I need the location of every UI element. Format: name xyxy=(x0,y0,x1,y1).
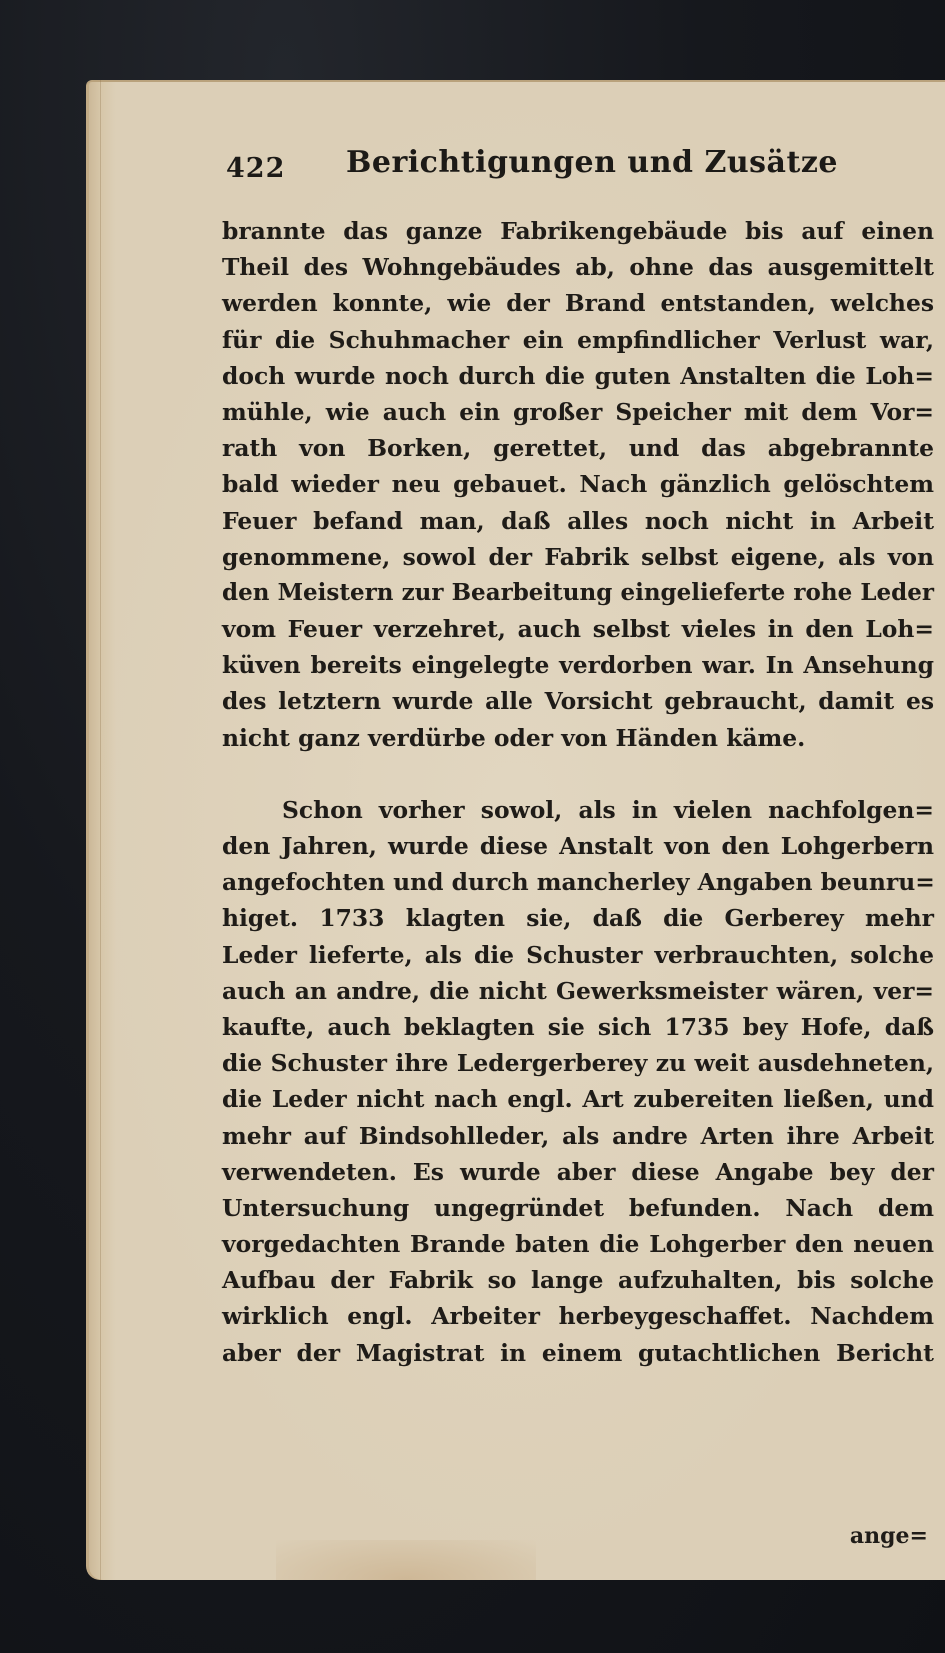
text-line: rath von Borken, gerettet, und das abgebrannte xyxy=(222,434,934,463)
text-line: higet. 1733 klagten sie, daß die Gerberey mehr xyxy=(222,904,934,933)
text-line: kaufte, auch beklagten sie sich 1735 bey Hofe, daß xyxy=(222,1012,934,1041)
text-line: verwendeten. Es wurde aber diese Angabe bey der xyxy=(222,1157,934,1186)
page-edge xyxy=(86,80,101,1580)
text-line: Feuer befand man, daß alles noch nicht in Arbeit xyxy=(222,506,934,535)
text-line: vom Feuer verzehret, auch selbst vieles in den Loh= xyxy=(222,615,934,644)
paragraph-1 xyxy=(222,213,934,756)
text-line: wirklich engl. Arbeiter herbeygeschaffet. Nachdem xyxy=(222,1302,934,1331)
text-line: küven bereits eingelegte verdorben war. In Ansehung xyxy=(222,651,934,680)
text-line: Leder lieferte, als die Schuster verbrauchten, solche xyxy=(222,940,934,969)
text-line: genommene, sowol der Fabrik selbst eigene, als von xyxy=(222,542,934,571)
text-line: vorgedachten Brande baten die Lohgerber den neuen xyxy=(222,1230,934,1259)
text-line: nicht ganz verdürbe oder von Händen käme. xyxy=(222,723,806,752)
paragraph-2 xyxy=(222,792,934,1371)
text-line: mehr auf Bindsohlleder, als andre Arten ihre Arbeit xyxy=(222,1121,934,1150)
text-line: des letztern wurde alle Vorsicht gebraucht, damit es xyxy=(222,687,934,716)
text-line: doch wurde noch durch die guten Anstalten die Loh= xyxy=(222,361,934,390)
book-page xyxy=(86,80,945,1580)
body-text xyxy=(222,213,935,1549)
text-line: Untersuchung ungegründet befunden. Nach dem xyxy=(222,1193,934,1222)
text-line: werden konnte, wie der Brand entstanden, welches xyxy=(222,289,934,318)
page-number: 422 xyxy=(226,153,286,184)
text-line: brannte das ganze Fabrikengebäude bis auf einen xyxy=(222,217,934,245)
text-line: auch an andre, die nicht Gewerksmeister wären, ver= xyxy=(222,976,934,1005)
text-line: den Jahren, wurde diese Anstalt von den Lohgerbern xyxy=(222,832,934,860)
running-head xyxy=(226,145,926,195)
text-line: Theil des Wohngebäudes ab, ohne das ausgemittelt xyxy=(222,253,934,282)
text-line: angefochten und durch mancherley Angaben beunru= xyxy=(222,868,935,897)
catchword: ange= xyxy=(849,1523,928,1549)
text-line: mühle, wie auch ein großer Speicher mit dem Vor= xyxy=(222,397,934,426)
text-line: die Schuster ihre Ledergerberey zu weit ausdehneten, xyxy=(222,1049,934,1078)
text-line: Aufbau der Fabrik so lange aufzuhalten, bis solche xyxy=(222,1266,934,1295)
text-line: den Meistern zur Bearbeitung eingelieferte rohe Leder xyxy=(222,578,934,606)
running-title: Berichtigungen und Zusätze xyxy=(346,145,838,180)
text-line: die Leder nicht nach engl. Art zubereiten ließen, und xyxy=(222,1085,934,1114)
text-line: Schon vorher sowol, als in vielen nachfolgen= xyxy=(282,795,934,824)
text-line: aber der Magistrat in einem gutachtlichen Bericht xyxy=(222,1338,934,1367)
paragraph-gap xyxy=(222,756,934,792)
text-line: bald wieder neu gebauet. Nach gänzlich gelöschtem xyxy=(222,470,934,499)
text-line: für die Schuhmacher ein empfindlicher Verlust war, xyxy=(222,325,934,354)
paper-stain xyxy=(276,1540,536,1580)
